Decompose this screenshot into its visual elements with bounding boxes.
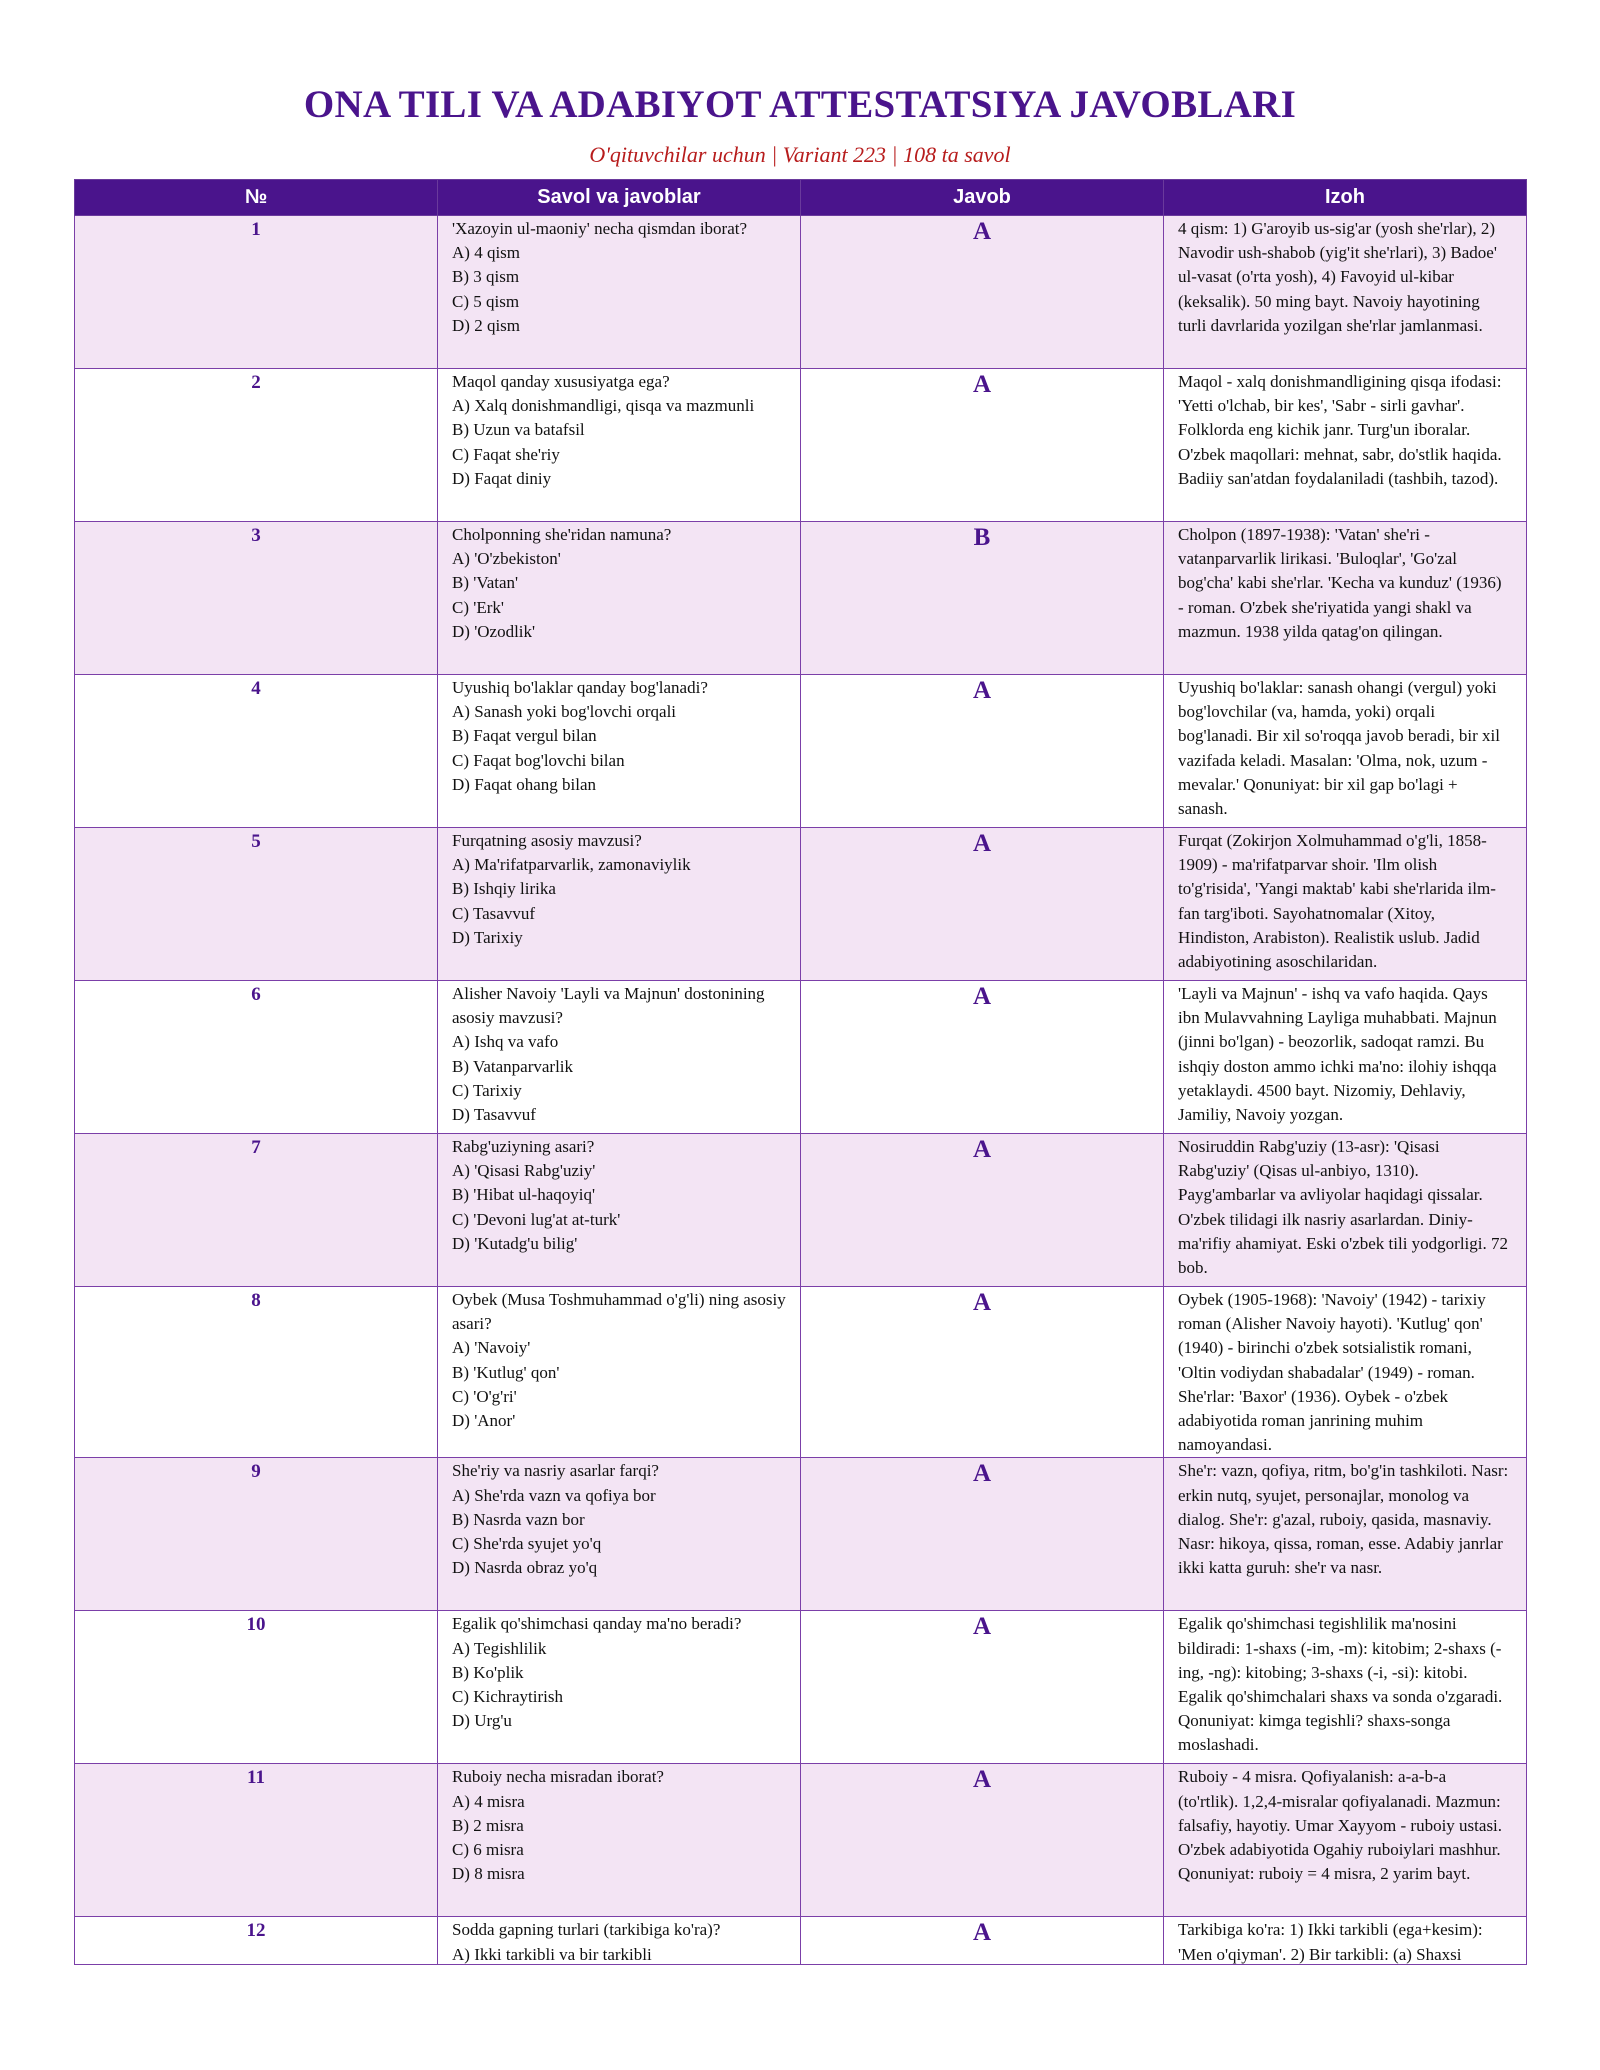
correct-answer: A: [801, 981, 1164, 1134]
answer-option: B) 'Kutlug' qon': [452, 1362, 560, 1382]
answers-table: [74, 179, 1527, 1965]
answer-option: C) Tasavvuf: [452, 903, 536, 923]
answer-option: B) Ko'plik: [452, 1662, 524, 1682]
table-row: [75, 981, 1527, 1134]
row-number: 6: [75, 981, 438, 1134]
row-number: 10: [75, 1611, 438, 1764]
answer-option: A) She'rda vazn va qofiya bor: [452, 1485, 656, 1505]
note-cell: [1164, 981, 1527, 1134]
note-text: Egalik qo'shimchasi tegishlilik ma'nosini bildiradi: 1-shaxs (-im, -m): kitobim; 2-shaxs (-ing, -ng): kitobing; 3-shaxs (-i, -si): kitobi. Egalik qo'shimchalari shaxs va sonda o'zgaradi. Qonuniyat: kimga tegishli? shaxs-songa moslashadi.: [1178, 1614, 1503, 1755]
note-text: Ruboiy - 4 misra. Qofiyalanish: a-a-b-a (to'rtlik). 1,2,4-misralar qofiyalanadi. Mazmun: falsafiy, hayotiy. Umar Xayyom - ruboiy ustasi. O'zbek adabiyotida Ogahiy ruboiylari mashhur. Qonuniyat: ruboiy = 4 misra, 2 yarim bayt.: [1178, 1767, 1503, 1884]
answer-option: D) Tarixiy: [452, 927, 523, 947]
row-number: 2: [75, 369, 438, 522]
correct-answer: A: [801, 1917, 1164, 1965]
question-text: Rabg'uziyning asari?: [452, 1137, 595, 1156]
row-number: 11: [75, 1764, 438, 1917]
row-number: 8: [75, 1287, 438, 1458]
answer-option: D) 'Kutadg'u bilig': [452, 1233, 578, 1253]
row-number: 3: [75, 522, 438, 675]
answer-option: A) Ikki tarkibli va bir tarkibli: [452, 1944, 652, 1964]
question-text: She'riy va nasriy asarlar farqi?: [452, 1461, 659, 1481]
answer-option: B) 'Hibat ul-haqoyiq': [452, 1185, 596, 1205]
answer-option: D) 8 misra: [452, 1864, 525, 1884]
table-row: [75, 216, 1527, 369]
answer-option: D) Urg'u: [452, 1711, 512, 1731]
answer-option: D) Nasrda obraz yo'q: [452, 1558, 598, 1578]
correct-answer: A: [801, 1134, 1164, 1287]
row-number: 7: [75, 1134, 438, 1287]
answer-option: A) Ishq va vafo: [452, 1032, 559, 1052]
note-text: Furqat (Zokirjon Xolmuhammad o'g'li, 1858-1909) - ma'rifatparvar shoir. 'Ilm olish to'g'risida', 'Yangi maktab' kabi she'rlarida ilm-fan targ'iboti. Sayohatnomalar (Xitoy, Hindiston, Arabiston). Realistik uslub. Jadid adabiyotining asoschilaridan.: [1178, 831, 1496, 972]
question-text: Furqatning asosiy mavzusi?: [452, 831, 642, 850]
correct-answer: A: [801, 1287, 1164, 1458]
question-cell: [438, 675, 801, 828]
question-text: Maqol qanday xususiyatga ega?: [452, 372, 670, 391]
header-number: №: [75, 180, 438, 216]
correct-answer: B: [801, 522, 1164, 675]
answer-option: D) Faqat diniy: [452, 468, 552, 488]
note-text: She'r: vazn, qofiya, ritm, bo'g'in tashkiloti. Nasr: erkin nutq, syujet, personajlar, monolog va dialog. She'r: g'azal, ruboiy, qasida, masnaviy. Nasr: hikoya, qissa, roman, esse. Adabiy janrlar ikki katta guruh: she'r va nasr.: [1178, 1461, 1509, 1578]
question-text: Oybek (Musa Toshmuhammad o'g'li) ning asosiy asari?: [452, 1290, 786, 1334]
answer-option: A) 'Qisasi Rabg'uziy': [452, 1161, 596, 1181]
header-answer: Javob: [801, 180, 1164, 216]
answer-option: B) 2 misra: [452, 1815, 524, 1835]
answer-option: A) Tegishlilik: [452, 1638, 547, 1658]
correct-answer: A: [801, 1611, 1164, 1764]
question-cell: [438, 1287, 801, 1458]
correct-answer: A: [801, 828, 1164, 981]
question-text: Sodda gapning turlari (tarkibiga ko'ra)?: [452, 1920, 721, 1940]
note-text: Oybek (1905-1968): 'Navoiy' (1942) - tarixiy roman (Alisher Navoiy hayoti). 'Kutlug' qon' (1940) - birinchi o'zbek sotsialistik romani, 'Oltin vodiydan shabadalar' (1949) - roman. She'rlar: 'Baxor' (1936). Oybek - o'zbek adabiyotida roman janrining muhim namoyandasi.: [1178, 1290, 1486, 1455]
question-cell: [438, 981, 801, 1134]
question-text: Alisher Navoiy 'Layli va Majnun' dostonining asosiy mavzusi?: [452, 984, 765, 1028]
row-number: 12: [75, 1917, 438, 1965]
header-note: Izoh: [1164, 180, 1527, 216]
question-text: Ruboiy necha misradan iborat?: [452, 1767, 664, 1787]
answer-option: C) Faqat she'riy: [452, 444, 560, 464]
note-text: 'Layli va Majnun' - ishq va vafo haqida. Qays ibn Mulavvahning Layliga muhabbati. Majnun (jinni bo'lgan) - beozorlik, sadoqat ramzi. Bu ishqiy doston ammo ichki ma'no: ilohiy ishqqa yetaklaydi. 4500 bayt. Nizomiy, Dehlaviy, Jamiliy, Navoiy yozgan.: [1178, 984, 1497, 1125]
question-cell: [438, 1134, 801, 1287]
note-text: Nosiruddin Rabg'uziy (13-asr): 'Qisasi Rabg'uziy' (Qisas ul-anbiyo, 1310). Payg'ambarlar va avliyolar haqidagi qissalar. O'zbek tilidagi ilk nasriy asarlardan. Diniy-ma'rifiy ahamiyat. Eski o'zbek tili yodgorligi. 72 bob.: [1178, 1137, 1509, 1278]
note-text: Maqol - xalq donishmandligining qisqa ifodasi: 'Yetti o'lchab, bir kes', 'Sabr - sirli gavhar'. Folklorda eng kichik janr. Turg'un iboralar. O'zbek maqollari: mehnat, sabr, do'stlik haqida. Badiiy san'atdan foydalaniladi (tashbih, tazod).: [1178, 372, 1502, 488]
question-cell: [438, 1764, 801, 1917]
table-row: [75, 1917, 1527, 1965]
note-cell: [1164, 1134, 1527, 1287]
answer-option: C) Kichraytirish: [452, 1687, 563, 1707]
table-row: [75, 1764, 1527, 1917]
table-header-row: [75, 180, 1527, 216]
answer-option: C) Tarixiy: [452, 1080, 522, 1100]
note-cell: [1164, 1458, 1527, 1611]
answer-option: C) 5 qism: [452, 291, 520, 311]
question-cell: [438, 522, 801, 675]
answer-option: B) Faqat vergul bilan: [452, 726, 597, 746]
answer-option: C) 'Erk': [452, 597, 504, 617]
table-row: [75, 1287, 1527, 1458]
answer-option: A) Ma'rifatparvarlik, zamonaviylik: [452, 855, 691, 875]
answer-option: B) 3 qism: [452, 267, 520, 287]
answer-option: D) Tasavvuf: [452, 1105, 536, 1125]
question-text: Egalik qo'shimchasi qanday ma'no beradi?: [452, 1614, 742, 1634]
question-cell: [438, 1458, 801, 1611]
question-cell: [438, 1611, 801, 1764]
note-cell: [1164, 675, 1527, 828]
answer-option: B) Vatanparvarlik: [452, 1056, 574, 1076]
answer-option: A) Xalq donishmandligi, qisqa va mazmunli: [452, 396, 755, 416]
note-text: 4 qism: 1) G'aroyib us-sig'ar (yosh she'rlar), 2) Navodir ush-shabob (yig'it she'rlari), 3) Badoe' ul-vasat (o'rta yosh), 4) Favoyid ul-kibar (keksalik). 50 ming bayt. Navoiy hayotining turli davrlarida yozilgan she'rlar jamlanmasi.: [1178, 219, 1497, 335]
answer-option: B) Nasrda vazn bor: [452, 1509, 585, 1529]
correct-answer: A: [801, 675, 1164, 828]
note-cell: [1164, 369, 1527, 522]
answer-option: C) She'rda syujet yo'q: [452, 1534, 602, 1554]
correct-answer: A: [801, 1764, 1164, 1917]
row-number: 5: [75, 828, 438, 981]
table-row: [75, 369, 1527, 522]
answer-option: C) 'O'g'ri': [452, 1386, 517, 1406]
question-cell: [438, 369, 801, 522]
correct-answer: A: [801, 1458, 1164, 1611]
question-cell: [438, 828, 801, 981]
answer-option: A) 4 misra: [452, 1791, 525, 1811]
table-row: [75, 828, 1527, 981]
question-cell: [438, 216, 801, 369]
note-cell: [1164, 828, 1527, 981]
question-cell: [438, 1917, 801, 1965]
answer-option: D) 'Ozodlik': [452, 621, 536, 641]
answer-option: B) Ishqiy lirika: [452, 879, 556, 899]
note-cell: [1164, 216, 1527, 369]
row-number: 4: [75, 675, 438, 828]
answer-option: C) 'Devoni lug'at at-turk': [452, 1209, 621, 1229]
correct-answer: A: [801, 369, 1164, 522]
answer-option: B) Uzun va batafsil: [452, 420, 585, 440]
note-text: Uyushiq bo'laklar: sanash ohangi (vergul) yoki bog'lovchilar (va, hamda, yoki) orqali bog'lanadi. Bir xil so'roqqa javob beradi, bir xil vazifada keladi. Masalan: 'Olma, nok, uzum - mevalar.' Qonuniyat: bir xil gap bo'lagi + sanash.: [1178, 678, 1500, 819]
question-text: Uyushiq bo'laklar qanday bog'lanadi?: [452, 678, 708, 697]
answer-option: C) 6 misra: [452, 1840, 524, 1860]
table-body: [75, 216, 1527, 1965]
correct-answer: A: [801, 216, 1164, 369]
question-text: 'Xazoyin ul-maoniy' necha qismdan iborat?: [452, 219, 748, 238]
answer-option: D) 2 qism: [452, 315, 520, 335]
note-cell: [1164, 522, 1527, 675]
note-cell: [1164, 1764, 1527, 1917]
row-number: 9: [75, 1458, 438, 1611]
note-cell: [1164, 1611, 1527, 1764]
table-row: [75, 1134, 1527, 1287]
answer-option: C) Faqat bog'lovchi bilan: [452, 750, 625, 770]
row-number: 1: [75, 216, 438, 369]
answer-option: D) Faqat ohang bilan: [452, 774, 596, 794]
note-cell: [1164, 1287, 1527, 1458]
page-title: ONA TILI VA ADABIYOT ATTESTATSIYA JAVOBLARI: [303, 83, 1297, 126]
note-cell: [1164, 1917, 1527, 1965]
page-subtitle: O'qituvchilar uchun | Variant 223 | 108 ta savol: [589, 142, 1011, 167]
note-text: Cholpon (1897-1938): 'Vatan' she'ri - vatanparvarlik lirikasi. 'Buloqlar', 'Go'zal bog'cha' kabi she'rlar. 'Kecha va kunduz' (1936) - roman. O'zbek she'riyatida yangi shakl va mazmun. 1938 yilda qatag'on qilingan.: [1178, 525, 1502, 641]
table-row: [75, 1458, 1527, 1611]
table-row: [75, 522, 1527, 675]
answer-option: D) 'Anor': [452, 1411, 516, 1431]
note-text: Tarkibiga ko'ra: 1) Ikki tarkibli (ega+kesim): 'Men o'qiyman'. 2) Bir tarkibli: (a) Shaxsi: [1178, 1920, 1483, 1964]
answer-option: A) 'Navoiy': [452, 1338, 531, 1358]
header-question: Savol va javoblar: [438, 180, 801, 216]
answer-option: A) Sanash yoki bog'lovchi orqali: [452, 702, 677, 722]
question-text: Cholponning she'ridan namuna?: [452, 525, 672, 544]
table-row: [75, 1611, 1527, 1764]
answer-option: A) 4 qism: [452, 243, 520, 263]
answer-option: B) 'Vatan': [452, 573, 519, 593]
answer-option: A) 'O'zbekiston': [452, 549, 561, 569]
table-row: [75, 675, 1527, 828]
